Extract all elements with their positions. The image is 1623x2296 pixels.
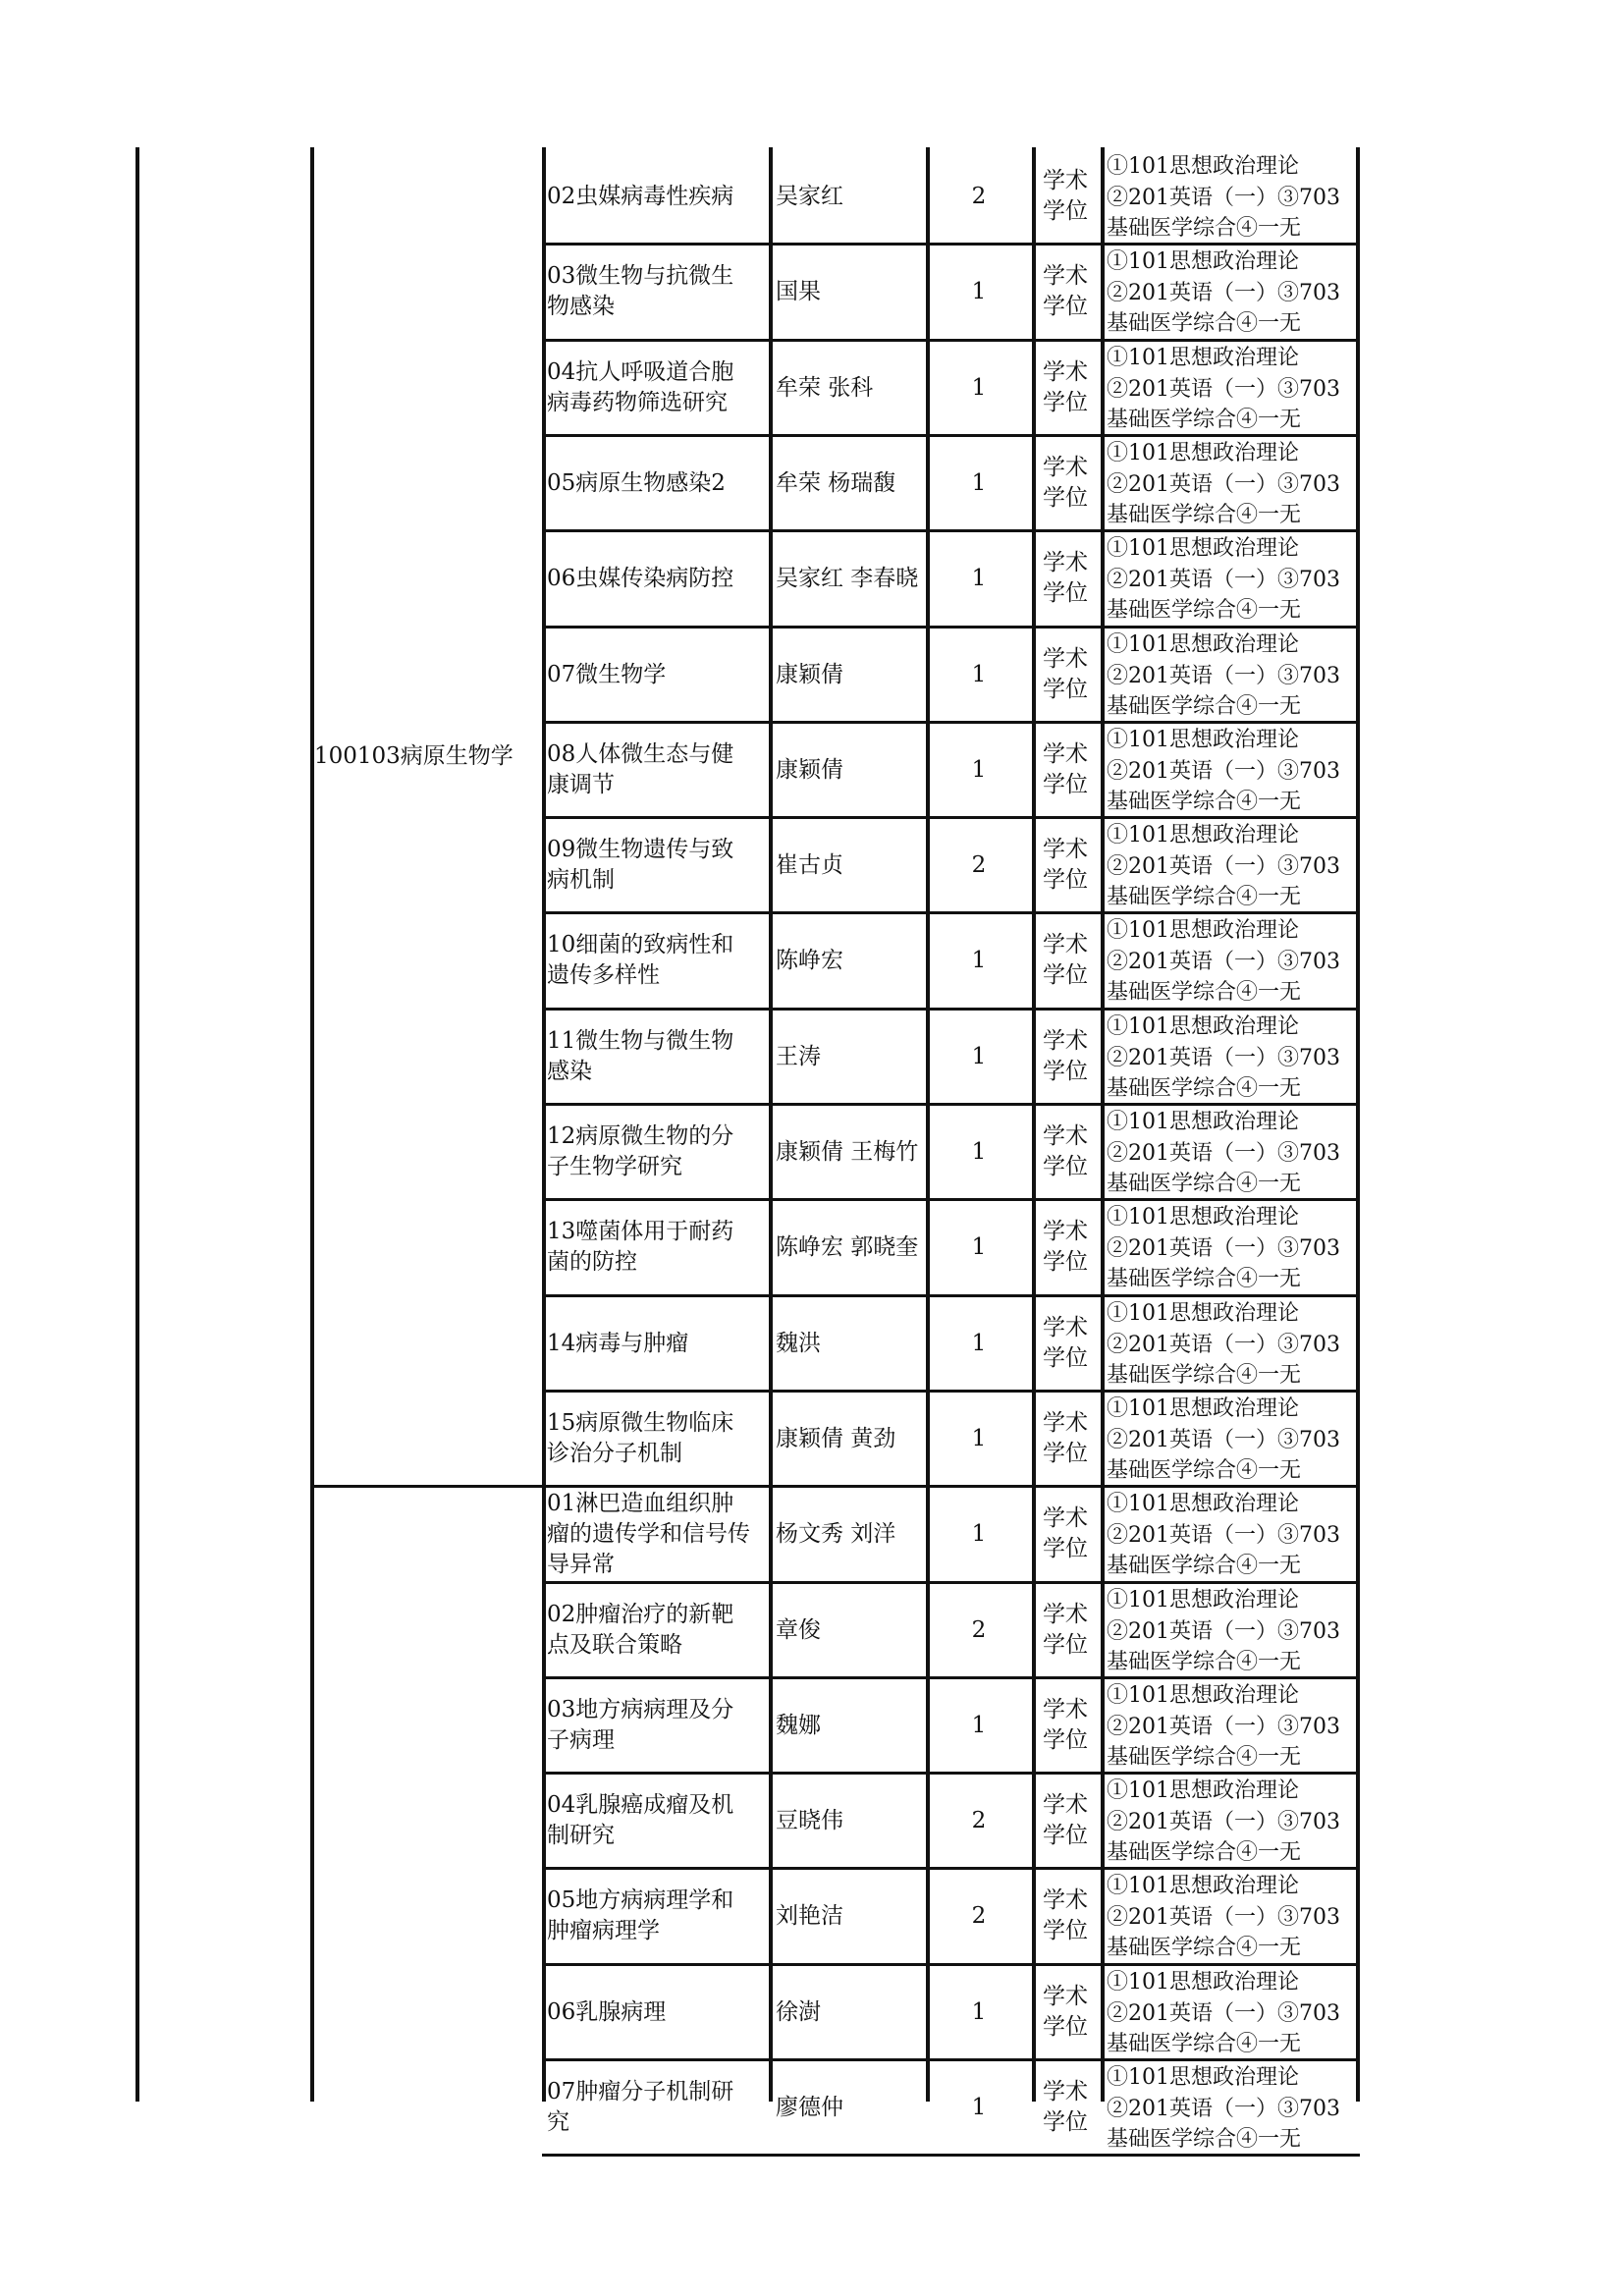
exam-subjects-cell: ①101思想政治理论②201英语（一）③703基础医学综合④一无	[1107, 823, 1340, 909]
supervisor-cell: 陈峥宏	[776, 947, 843, 973]
enrollment-count-cell: 1	[971, 469, 987, 496]
enrollment-count-cell: 1	[971, 1043, 987, 1069]
supervisor-cell: 魏娜	[776, 1712, 821, 1738]
exam-subjects-cell: ①101思想政治理论②201英语（一）③703基础医学综合④一无	[1107, 154, 1340, 241]
degree-type-cell: 学术学位	[1043, 1410, 1088, 1466]
supervisor-cell: 康颖倩	[776, 756, 843, 783]
supervisor-cell: 陈峥宏 郭晓奎	[776, 1233, 919, 1260]
enrollment-count-cell: 1	[971, 374, 987, 401]
exam-subjects-cell: ①101思想政治理论②201英语（一）③703基础医学综合④一无	[1107, 632, 1340, 719]
research-direction-cell: 11微生物与微生物感染	[547, 1028, 734, 1084]
supervisor-cell: 康颖倩	[776, 661, 843, 687]
supervisor-cell: 崔古贞	[776, 851, 843, 878]
degree-type-cell: 学术学位	[1043, 263, 1088, 319]
enrollment-count-cell: 1	[971, 565, 987, 591]
enrollment-count-cell: 1	[971, 1233, 987, 1260]
enrollment-count-cell: 2	[971, 1807, 987, 1833]
exam-subjects-cell: ①101思想政治理论②201英语（一）③703基础医学综合④一无	[1107, 918, 1340, 1005]
research-direction-cell: 13噬菌体用于耐药菌的防控	[547, 1219, 734, 1275]
exam-subjects-cell: ①101思想政治理论②201英语（一）③703基础医学综合④一无	[1107, 536, 1340, 623]
supervisor-cell: 王涛	[776, 1043, 821, 1069]
enrollment-count-cell: 2	[971, 1902, 987, 1929]
degree-type-cell: 学术学位	[1043, 741, 1088, 797]
exam-subjects-cell: ①101思想政治理论②201英语（一）③703基础医学综合④一无	[1107, 1683, 1340, 1770]
research-direction-cell: 03微生物与抗微生物感染	[547, 263, 734, 319]
table-count-divider	[1032, 147, 1036, 2102]
supervisor-cell: 魏洪	[776, 1330, 821, 1356]
supervisor-cell: 豆晓伟	[776, 1807, 843, 1833]
degree-type-cell: 学术学位	[1043, 455, 1088, 511]
exam-subjects-cell: ①101思想政治理论②201英语（一）③703基础医学综合④一无	[1107, 1014, 1340, 1101]
supervisor-cell: 章俊	[776, 1616, 821, 1643]
supervisor-cell: 牟荣 张科	[776, 374, 874, 401]
exam-subjects-cell: ①101思想政治理论②201英语（一）③703基础医学综合④一无	[1107, 1301, 1340, 1388]
research-direction-cell: 03地方病病理及分子病理	[547, 1697, 734, 1753]
exam-subjects-cell: ①101思想政治理论②201英语（一）③703基础医学综合④一无	[1107, 1205, 1340, 1291]
research-direction-cell: 14病毒与肿瘤	[547, 1330, 689, 1356]
research-direction-cell: 06乳腺病理	[547, 1998, 667, 2025]
degree-type-cell: 学术学位	[1043, 1219, 1088, 1275]
enrollment-count-cell: 1	[971, 1330, 987, 1356]
table-right-border	[1356, 147, 1360, 2102]
enrollment-count-cell: 1	[971, 756, 987, 783]
exam-subjects-cell: ①101思想政治理论②201英语（一）③703基础医学综合④一无	[1107, 1874, 1340, 1960]
exam-subjects-cell: ①101思想政治理论②201英语（一）③703基础医学综合④一无	[1107, 346, 1340, 432]
enrollment-count-cell: 1	[971, 947, 987, 973]
table-major-divider	[542, 147, 546, 2102]
research-direction-cell: 02肿瘤治疗的新靶点及联合策略	[547, 1602, 734, 1658]
table-left-border	[135, 147, 139, 2102]
research-direction-cell: 15病原微生物临床诊治分子机制	[547, 1410, 734, 1466]
major-name: 100103病原生物学	[314, 743, 514, 769]
research-direction-cell: 04乳腺癌成瘤及机制研究	[547, 1792, 734, 1848]
degree-type-cell: 学术学位	[1043, 1315, 1088, 1371]
supervisor-cell: 吴家红 李春晓	[776, 565, 919, 591]
enrollment-count-cell: 1	[971, 1998, 987, 2025]
research-direction-cell: 07微生物学	[547, 661, 667, 687]
supervisor-cell: 吴家红	[776, 183, 843, 209]
enrollment-count-cell: 1	[971, 1520, 987, 1547]
research-direction-cell: 12病原微生物的分子生物学研究	[547, 1123, 734, 1179]
table-college-divider	[310, 147, 314, 2102]
research-direction-cell: 02虫媒病毒性疾病	[547, 183, 734, 209]
supervisor-cell: 刘艳洁	[776, 1902, 843, 1929]
research-direction-cell: 07肿瘤分子机制研究	[547, 2079, 734, 2135]
research-direction-cell: 06虫媒传染病防控	[547, 565, 734, 591]
exam-subjects-cell: ①101思想政治理论②201英语（一）③703基础医学综合④一无	[1107, 728, 1340, 814]
enrollment-count-cell: 1	[971, 1425, 987, 1451]
supervisor-cell: 牟荣 杨瑞馥	[776, 469, 896, 496]
exam-subjects-cell: ①101思想政治理论②201英语（一）③703基础医学综合④一无	[1107, 2065, 1340, 2152]
supervisor-cell: 廖德仲	[776, 2094, 843, 2120]
enrollment-count-cell: 2	[971, 183, 987, 209]
degree-type-cell: 学术学位	[1043, 1028, 1088, 1084]
degree-type-cell: 学术学位	[1043, 1887, 1088, 1943]
exam-subjects-cell: ①101思想政治理论②201英语（一）③703基础医学综合④一无	[1107, 1110, 1340, 1196]
degree-type-cell: 学术学位	[1043, 932, 1088, 988]
research-direction-cell: 10细菌的致病性和遗传多样性	[547, 932, 734, 988]
exam-subjects-cell: ①101思想政治理论②201英语（一）③703基础医学综合④一无	[1107, 1778, 1340, 1865]
row-separator	[310, 1485, 546, 1488]
degree-type-cell: 学术学位	[1043, 168, 1088, 224]
supervisor-cell: 徐澍	[776, 1998, 821, 2025]
supervisor-cell: 国果	[776, 278, 821, 304]
research-direction-cell: 09微生物遗传与致病机制	[547, 837, 734, 893]
research-direction-cell: 04抗人呼吸道合胞病毒药物筛选研究	[547, 359, 734, 415]
degree-type-cell: 学术学位	[1043, 1984, 1088, 2040]
research-direction-cell: 08人体微生态与健康调节	[547, 741, 734, 797]
supervisor-cell: 康颖倩 王梅竹	[776, 1138, 919, 1165]
degree-type-cell: 学术学位	[1043, 1602, 1088, 1658]
supervisor-cell: 杨文秀 刘洋	[776, 1520, 896, 1547]
enrollment-count-cell: 1	[971, 278, 987, 304]
degree-type-cell: 学术学位	[1043, 837, 1088, 893]
degree-type-cell: 学术学位	[1043, 2079, 1088, 2135]
enrollment-count-cell: 1	[971, 1138, 987, 1165]
enrollment-count-cell: 2	[971, 1616, 987, 1643]
enrollment-count-cell: 1	[971, 1712, 987, 1738]
degree-type-cell: 学术学位	[1043, 1697, 1088, 1753]
enrollment-count-cell: 1	[971, 2094, 987, 2120]
exam-subjects-cell: ①101思想政治理论②201英语（一）③703基础医学综合④一无	[1107, 441, 1340, 527]
exam-subjects-cell: ①101思想政治理论②201英语（一）③703基础医学综合④一无	[1107, 1396, 1340, 1483]
research-direction-cell: 05病原生物感染2	[547, 469, 726, 496]
exam-subjects-cell: ①101思想政治理论②201英语（一）③703基础医学综合④一无	[1107, 1970, 1340, 2056]
degree-type-cell: 学术学位	[1043, 359, 1088, 415]
degree-type-cell: 学术学位	[1043, 1792, 1088, 1848]
exam-subjects-cell: ①101思想政治理论②201英语（一）③703基础医学综合④一无	[1107, 249, 1340, 336]
degree-type-cell: 学术学位	[1043, 550, 1088, 606]
supervisor-cell: 康颖倩 黄劲	[776, 1425, 896, 1451]
table-direction-divider	[769, 147, 773, 2102]
degree-type-cell: 学术学位	[1043, 646, 1088, 702]
research-direction-cell: 01淋巴造血组织肿瘤的遗传学和信号传导异常	[547, 1490, 750, 1577]
degree-type-cell: 学术学位	[1043, 1505, 1088, 1561]
exam-subjects-cell: ①101思想政治理论②201英语（一）③703基础医学综合④一无	[1107, 1588, 1340, 1674]
enrollment-count-cell: 2	[971, 851, 987, 878]
degree-type-cell: 学术学位	[1043, 1123, 1088, 1179]
research-direction-cell: 05地方病病理学和肿瘤病理学	[547, 1887, 734, 1943]
exam-subjects-cell: ①101思想政治理论②201英语（一）③703基础医学综合④一无	[1107, 1492, 1340, 1578]
enrollment-count-cell: 1	[971, 661, 987, 687]
